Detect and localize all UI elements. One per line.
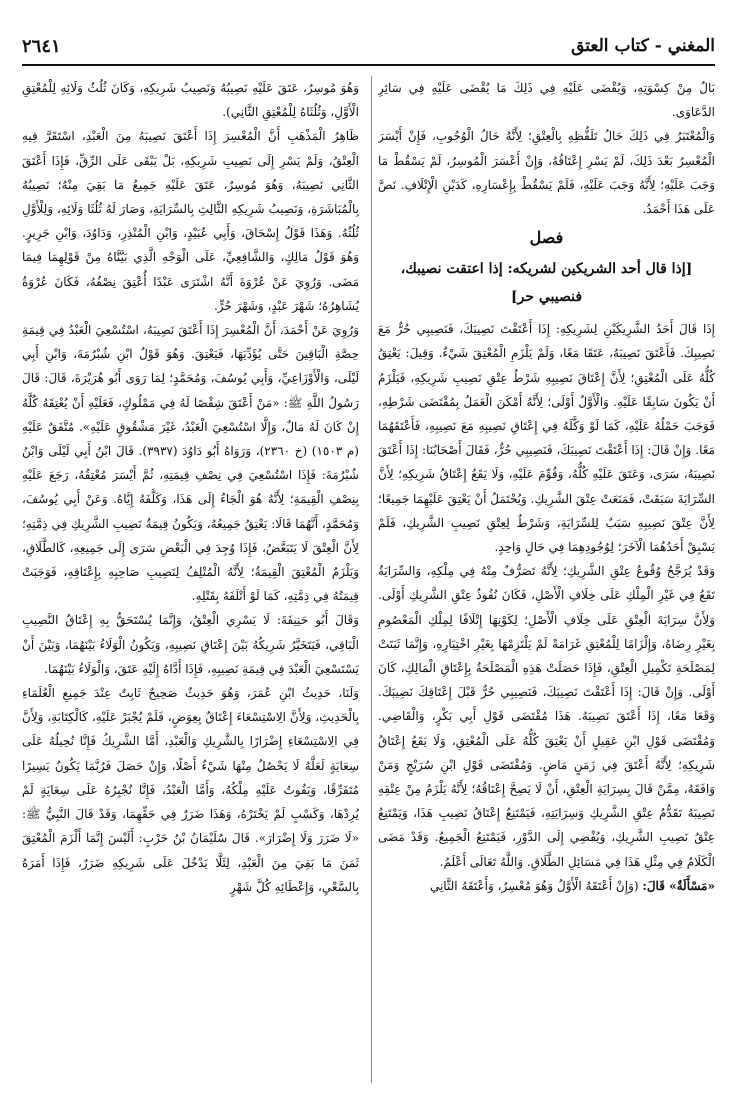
paragraph: وَلَنَا، حَدِيثُ ابْنِ عُمَرَ، وَهُوَ حَدِيثٌ صَحِيحٌ ثَابِتٌ عِنْدَ جَمِيعِ الْعُلَمَاءِ بِالْحَدِيثِ، وَلِأَنَّ الِاسْتِسْعَاءَ إِعْتَاقٌ بِعِوَضٍ، فَلَمْ يُجْبَرْ عَلَيْهِ، كَالْكِتَابَةِ، وَلِأَنَّ فِي الِاسْتِسْعَاءِ إِضْرَارًا بِالشَّرِيكِ وَالْعَبْدِ، أَمَّا الشَّرِيكُ فَإِنَّا نُحِيلُهُ عَلَى سِعَايَةٍ لَعَلَّهُ لَا يَحْصُلُ مِنْهَا شَيْءٌ أَصْلًا، وَإِنْ حَصَلَ فَرُبَّمَا يَكُونُ يَسِيرًا مُتَفَرِّقًا، وَيَفُوتُ عَلَيْهِ مِلْكُهُ، وَأَمَّا الْعَبْدُ، فَإِنَّا نُجْبِرُهُ عَلَى سِعَايَةٍ لَمْ يُرِدْهَا، وَكَسْبٍ لَمْ يَخْتَرْهُ، وَهَذَا ضَرَرٌ فِي حَقِّهِمَا، وَقَدْ قَالَ النَّبِيُّ ﷺ: «لَا ضَرَرَ وَلَا إِضْرَارَ». قَالَ سُلَيْمَانُ بْنُ حَرْبٍ: أَلَيْسَ إِنَّمَا أَلْزَمَ الْمُعْتِقَ ثَمَنَ مَا بَقِيَ مِنَ الْعَبْدِ، لِئَلَّا يَدْخُلَ عَلَى شَرِيكِهِ ضَرَرٌ، فَإِذَا أَمَرَهُ بِالسَّعْيِ، وَإِعْطَائِهِ كُلَّ شَهْرٍ <box>22 686 359 894</box>
text-columns <box>22 76 715 1083</box>
paragraph: بَالٌ مِنْ كِسْوَتِهِ، وَيُقْضَى عَلَيْهِ فِي ذَلِكَ مَا يُقْضَى عَلَيْهِ فِي سَائِرِ الدَّعَاوَى. <box>378 81 715 120</box>
paragraph: ظَاهِرُ الْمَذْهَبِ أَنَّ الْمُعْسِرَ إِذَا أَعْتَقَ نَصِيبَهُ مِنَ الْعَبْدِ، اسْتَقَرَّ فِيهِ الْعِتْقُ، وَلَمْ يَسْرِ إِلَى نَصِيبِ شَرِيكِهِ، بَلْ يَبْقَى عَلَى الرِّقِّ، فَإِذَا أَعْتَقَ الثَّانِي نَصِيبَهُ، وَهُوَ مُوسِرٌ، عَتَقَ عَلَيْهِ جَمِيعُ مَا بَقِيَ مِنْهُ؛ نَصِيبُهُ بِالْمُبَاشَرَةِ، وَنَصِيبُ شَرِيكِهِ الثَّالِثِ بِالسِّرَايَةِ، وَصَارَ لَهُ ثُلُثَا وَلَائِهِ، وَلِلْأَوَّلِ ثُلُثُهُ. وَهَذَا قَوْلُ إِسْحَاقَ، وَأَبِي عُبَيْدٍ، وَابْنِ الْمُنْذِرِ، وَدَاوُدَ، وَابْنِ جَرِيرٍ. وَهُوَ قَوْلُ مَالِكٍ، وَالشَّافِعِيِّ، عَلَى الْوَجْهِ الَّذِي بَيَّنَّاهُ مِنْ قَوْلِهِمَا فِيمَا مَضَى. وَرُوِيَ عَنْ عُرْوَةَ أَنَّهُ اشْتَرَى عَبْدًا أُعْتِقَ نِصْفُهُ، فَكَانَ عُرْوَةُ يُشَاهِرُهُ؛ شَهْرَ عَبْدٍ، وَشَهْرَ حُرٍّ. <box>22 129 359 313</box>
masala-label: «مَسْأَلَةٌ» قَالَ: <box>642 878 715 893</box>
paragraph: وَالْمُعْتَبَرُ فِي ذَلِكَ حَالُ تَلَفُّظِهِ بِالْعِتْقِ؛ لِأَنَّهُ حَالُ الْوُجُوبِ، فَإِنْ أَيْسَرَ الْمُعْسِرُ بَعْدَ ذَلِكَ، لَمْ يَسْرِ إِعْتَاقُهُ، وَإِنْ أَعْسَرَ الْمُوسِرُ، لَمْ يَسْقُطْ مَا وَجَبَ عَلَيْهِ؛ لِأَنَّهُ وَجَبَ عَلَيْهِ، فَلَمْ يَسْقُطْ بِإِعْسَارِهِ، كَدَيْنِ الْإِتْلَافِ. نَصَّ عَلَى هَذَا أَحْمَدُ. <box>378 129 715 217</box>
right-column <box>378 76 715 1083</box>
masala-text: (وَإِنْ أَعْتَقَهُ الْأَوَّلُ وَهُوَ مُعْسِرٌ، وَأَعْتَقَهُ الثَّانِي <box>429 878 639 893</box>
running-title <box>571 36 715 56</box>
masala-paragraph <box>378 874 715 898</box>
page-header <box>22 34 715 66</box>
paragraph: وَقَالَ أَبُو حَنِيفَةَ: لَا يَسْرِي الْعِتْقُ، وَإِنَّمَا يُسْتَحَقُّ بِهِ إِعْتَاقُ النَّصِيبِ الْبَاقِي، فَيَتَخَيَّرُ شَرِيكُهُ بَيْنَ إِعْتَاقِ نَصِيبِهِ، وَيَكُونُ الْوَلَاءُ بَيْنَهُمَا، وَبَيْنَ أَنْ يَسْتَسْعِيَ الْعَبْدَ فِي قِيمَةِ نَصِيبِهِ، فَإِذَا أَدَّاهُ إِلَيْهِ عَتَقَ، وَالْوَلَاءُ بَيْنَهُمَا. <box>22 613 359 676</box>
section-label: فصل <box>529 228 564 248</box>
paragraph: وَهُوَ مُوسِرٌ، عَتَقَ عَلَيْهِ نَصِيبُهُ وَنَصِيبُ شَرِيكِهِ، وَكَانَ ثُلُثُ وَلَائِهِ لِلْمُعْتِقِ الْأَوَّلِ، وَثُلُثَاهُ لِلْمُعْتِقِ الثَّانِي). <box>22 81 359 120</box>
section-heading: [إذا قال أحد الشريكين لشريكه: إذا اعتقت نصيبك، فنصيبي حر] <box>400 261 693 306</box>
chapter-title: كتاب العتق <box>571 36 649 56</box>
paragraph: وَقَدْ يُرَجَّحُ وُقُوعُ عِتْقِ الشَّرِيكِ؛ لِأَنَّهُ تَصَرُّفٌ مِنْهُ فِي مِلْكِهِ، وَالسِّرَايَةُ تَقَعُ فِي غَيْرِ الْمِلْكِ عَلَى خِلَافِ الْأَصْلِ، فَكَانَ نُفُوذُ عِتْقِ الشَّرِيكِ أَوْلَى. وَلِأَنَّ سِرَايَةَ الْعِتْقِ عَلَى خِلَافِ الْأَصْلِ؛ لِكَوْنِهَا إِتْلَافًا لِمِلْكِ الْمَعْصُومِ بِغَيْرِ رِضَاهُ، وَإِلْزَامًا لِلْمُعْتِقِ غَرَامَةً لَمْ يَلْتَزِمْهَا بِغَيْرِ اخْتِيَارِهِ، وَإِنَّمَا ثَبَتَتْ لِمَصْلَحَةِ تَكْمِيلِ الْعِتْقِ، فَإِذَا حَصَلَتْ هَذِهِ الْمَصْلَحَةُ بِإِعْتَاقِ الْمَالِكِ، كَانَ أَوْلَى. وَإِنْ قَالَ: إِذَا أَعْتَقْتَ نَصِيبَكَ، فَنَصِيبِي حُرٌّ قَبْلَ إِعْتَاقِكَ نَصِيبَكَ. وَقَعَا مَعًا، إِذَا أَعْتَقَ نَصِيبَهُ. هَذَا مُقْتَضَى قَوْلِ أَبِي بَكْرٍ، وَالْقَاضِي. وَمُقْتَضَى قَوْلِ ابْنِ عَقِيلٍ أَنْ يَعْتِقَ كُلُّهُ عَلَى الْمُعْتِقِ، وَلَا يَقَعُ إِعْتَاقُ شَرِيكِهِ؛ لِأَنَّهُ أَعْتَقَ فِي زَمَنٍ مَاضٍ. وَمُقْتَضَى قَوْلِ ابْنِ سُرَيْجٍ وَمَنْ وَافَقَهُ، مِمَّنْ قَالَ بِسِرَايَةِ الْعِتْقِ، أَنْ لَا يَصِحَّ إِعْتَاقُهُ؛ لِأَنَّهُ يَلْزَمُ مِنْ عِتْقِهِ نَصِيبَهُ تَقَدُّمُ عِتْقِ الشَّرِيكِ وَسِرَايَتِهِ، فَيَمْتَنِعُ إِعْتَاقُ نَصِيبِ هَذَا، وَيَمْتَنِعُ عِتْقُ نَصِيبِ الشَّرِيكِ، وَيُفْضِي إِلَى الدَّوْرِ، فَيَمْتَنِعُ الْجَمِيعُ. وَقَدْ مَضَى الْكَلَامُ فِي مِثْلِ هَذَا فِي مَسَائِلِ الطَّلَاقِ. وَاللَّهُ تَعَالَى أَعْلَمُ. <box>378 564 715 869</box>
left-column <box>22 76 359 1083</box>
paragraph: إِذَا قَالَ أَحَدُ الشَّرِيكَيْنِ لِشَرِيكِهِ: إِذَا أَعْتَقْتَ نَصِيبَكَ، فَنَصِيبِي حُرٌّ مَعَ نَصِيبِكَ. فَأَعْتَقَ نَصِيبَهُ، عَتَقَا مَعًا، وَلَمْ يَلْزَمِ الْمُعْتِقَ شَيْءٌ. وَقِيلَ: يَعْتِقُ كُلُّهُ عَلَى الْمُعْتِقِ؛ لِأَنَّ إِعْتَاقَ نَصِيبِهِ شَرْطُ عِتْقِ نَصِيبِ شَرِيكِهِ، فَيَلْزَمُ أَنْ يَكُونَ سَابِقًا عَلَيْهِ. وَالْأَوَّلُ أَوْلَى؛ لِأَنَّهُ أَمْكَنَ الْعَمَلُ بِمُقْتَضَى شَرْطِهِ، فَوَجَبَ حَمْلُهُ عَلَيْهِ، كَمَا لَوْ وَكَّلَهُ فِي إِعْتَاقِ نَصِيبِهِ مَعَ نَصِيبِهِ، فَأَعْتَقَهُمَا مَعًا. وَإِنْ قَالَ: إِذَا أَعْتَقْتَ نَصِيبَكَ، فَنَصِيبِي حُرٌّ، فَقَالَ أَصْحَابُنَا: إِذَا أَعْتَقَ نَصِيبَهُ، سَرَى، وَعَتَقَ عَلَيْهِ كُلُّهُ، وَقُوِّمَ عَلَيْهِ، وَلَا يَقَعُ إِعْتَاقُ شَرِيكِهِ؛ لِأَنَّ السِّرَايَةَ سَبَقَتْ، فَمَنَعَتْ عِتْقَ الشَّرِيكِ. وَيُحْتَمَلُ أَنْ يَعْتِقَ عَلَيْهِمَا جَمِيعًا؛ لِأَنَّ عِتْقَ نَصِيبِهِ سَبَبٌ لِلسِّرَايَةِ، وَشَرْطٌ لِعِتْقِ نَصِيبِ الشَّرِيكِ، فَلَمْ يَسْبِقْ أَحَدُهُمَا الْآخَرَ؛ لِوُجُودِهِمَا فِي حَالٍ وَاحِدٍ. <box>378 322 715 555</box>
title-separator: - <box>648 36 668 56</box>
page-number: ٢٦٤١ <box>22 36 61 57</box>
paragraph: وَرُوِيَ عَنْ أَحْمَدَ، أَنَّ الْمُعْسِرَ إِذَا أَعْتَقَ نَصِيبَهُ، اسْتُسْعِيَ الْعَبْدُ فِي قِيمَةِ حِصَّةِ الْبَاقِينَ حَتَّى يُؤَدِّيَهَا، فَيَعْتِقَ. وَهُوَ قَوْلُ ابْنِ شُبْرُمَةَ، وَابْنِ أَبِي لَيْلَى، وَالْأَوْزَاعِيِّ، وَأَبِي يُوسُفَ، وَمُحَمَّدٍ؛ لِمَا رَوَى أَبُو هُرَيْرَةَ، قَالَ: قَالَ رَسُولُ اللَّهِ ﷺ: «مَنْ أَعْتَقَ شِقْصًا لَهُ فِي مَمْلُوكٍ، فَعَلَيْهِ أَنْ يُعْتِقَهُ كُلَّهُ إِنْ كَانَ لَهُ مَالٌ، وَإِلَّا اسْتُسْعِيَ الْعَبْدُ، غَيْرَ مَشْقُوقٍ عَلَيْهِ». مُتَّفَقٌ عَلَيْهِ (م ١٥٠٣) (خ ٢٣٦٠)، وَرَوَاهُ أَبُو دَاوُدَ (٣٩٣٧). قَالَ ابْنُ أَبِي لَيْلَى وَابْنُ شُبْرُمَةَ: فَإِذَا اسْتُسْعِيَ فِي نِصْفِ قِيمَتِهِ، ثُمَّ أَيْسَرَ مُعْتِقُهُ، رَجَعَ عَلَيْهِ بِنِصْفِ الْقِيمَةِ؛ لِأَنَّهُ هُوَ الْجَاءُ إِلَى هَذَا، وَكَلَّفَهُ إِيَّاهُ. وَعَنْ أَبِي يُوسُفَ، وَمُحَمَّدٍ، أَنَّهُمَا قَالَا: يَعْتِقُ جَمِيعُهُ، وَيَكُونُ قِيمَةُ نَصِيبِ الشَّرِيكِ فِي ذِمَّتِهِ؛ لِأَنَّ الْعِتْقَ لَا يَتَبَعَّضُ، فَإِذَا وُجِدَ فِي الْبَعْضِ سَرَى إِلَى جَمِيعِهِ، كَالطَّلَاقِ، وَيَلْزَمُ الْمُعْتِقَ الْقِيمَةُ؛ لِأَنَّهُ الْمُتْلِفُ لِنَصِيبِ صَاحِبِهِ بِإِعْتَاقِهِ، فَوَجَبَتْ قِيمَتُهُ فِي ذِمَّتِهِ، كَمَا لَوْ أَتْلَفَهُ بِقَتْلِهِ. <box>22 323 359 604</box>
book-title: المغني <box>667 36 715 56</box>
column-divider <box>371 76 372 1083</box>
